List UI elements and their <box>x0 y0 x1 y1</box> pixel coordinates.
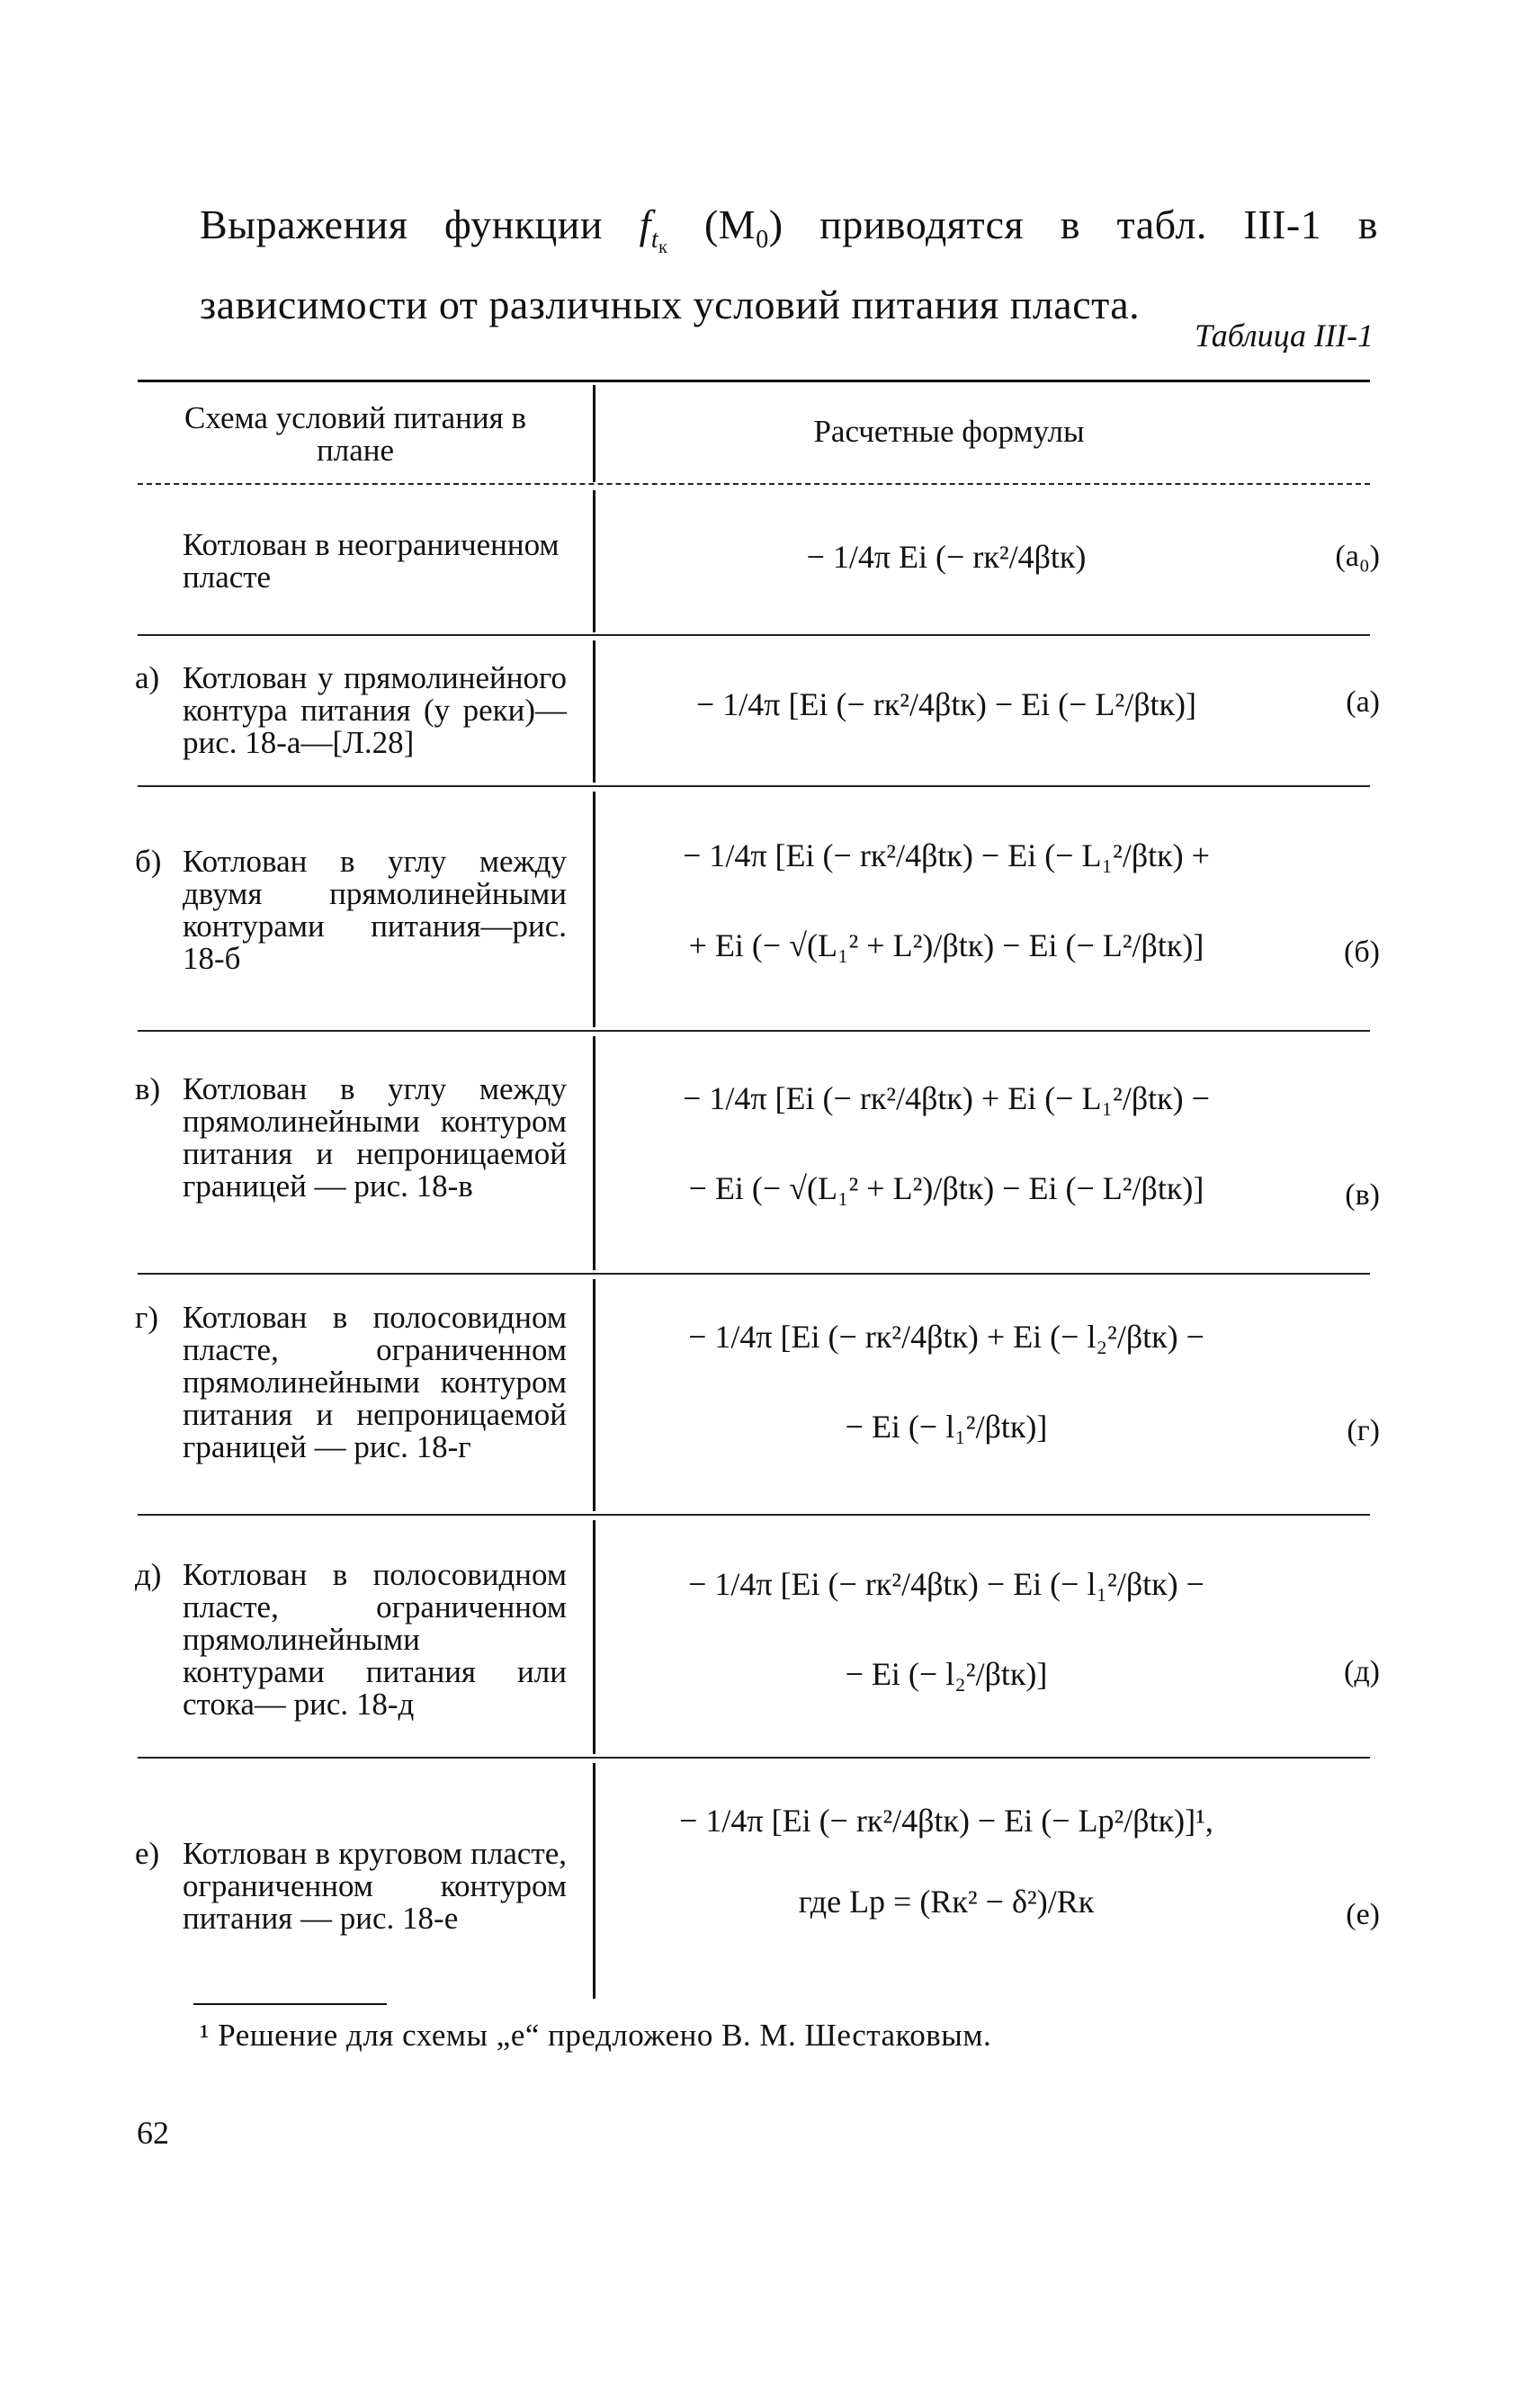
header-formulas: Расчетные формулы <box>813 414 1085 449</box>
formula-tag: (е) <box>1346 1898 1380 1931</box>
row-divider-6 <box>138 1757 1370 1759</box>
intro-text-before: Выражения функции <box>200 201 640 247</box>
footnote: ¹ Решение для схемы „е“ предложено В. М. Шестаковым. <box>200 2018 992 2053</box>
row-scheme: е) Котлован в круговом пласте, ограниченном контуром питания — рис. 18-е <box>135 1836 567 1936</box>
row-divider-5 <box>138 1514 1370 1516</box>
row-formula: − 1/4π [Ei (− rк²/4βtк) + Ei (− l₂²/βtк) − − Ei (− l₁²/βtк)] <box>688 1319 1204 1445</box>
intro-paragraph <box>200 196 1378 333</box>
formula-tag: (г) <box>1347 1414 1380 1447</box>
intro-argument: (M <box>667 201 757 247</box>
formula-tag: (а) <box>1346 685 1380 719</box>
header-scheme: Схема условий питания в плане <box>184 400 526 468</box>
row-scheme: в) Котлован в углу между прямолинейными контуром питания и непроницаемой границей — рис. 18-в <box>135 1071 567 1204</box>
row-formula: − 1/4π [Ei (− rк²/4βtк) − Ei (− L₁²/βtк) + + Ei (− √(L₁² + L²)/βtк) − Ei (− L²/βtк)] <box>683 837 1210 963</box>
row-scheme: д) Котлован в полосовидном пласте, ограниченном прямолинейными контурами питания или стока— рис. 18-д <box>135 1557 567 1722</box>
row-divider-4 <box>138 1273 1370 1275</box>
table-top-rule <box>138 380 1370 382</box>
formula-tag: (в) <box>1345 1178 1380 1212</box>
intro-text-after: ) приводятся в табл. III-1 в зависимости от различных условий питания пласта. <box>200 201 1378 327</box>
row-formula: − 1/4π [Ei (− rк²/4βtк) − Ei (− L²/βtк)] <box>696 686 1196 722</box>
page-number: 62 <box>137 2115 169 2151</box>
formula-tag: (б) <box>1344 935 1380 969</box>
row-formula: − 1/4π [Ei (− rк²/4βtк) + Ei (− L₁²/βtк) − − Ei (− √(L₁² + L²)/βtк) − Ei (− L²/βtк)] <box>683 1080 1210 1206</box>
row-formula: − 1/4π [Ei (− rк²/4βtк) − Ei (− l₁²/βtк) − − Ei (− l₂²/βtк)] <box>688 1566 1204 1692</box>
footnote-rule <box>193 2003 387 2005</box>
intro-argument-subscript: 0 <box>756 226 769 254</box>
intro-function-symbol: f <box>639 201 651 247</box>
formula-tag: (д) <box>1344 1655 1380 1688</box>
row-scheme: б) Котлован в углу между двумя прямолинейными контурами питания—рис. 18-б <box>135 844 567 976</box>
table-caption: Таблица III-1 <box>1194 318 1374 354</box>
intro-function-subscript: tк <box>650 226 668 257</box>
header-rule <box>138 483 1370 485</box>
row-divider-1 <box>138 634 1370 636</box>
formula-tag: (а₀) <box>1335 540 1380 573</box>
row-scheme: г) Котлован в полосовидном пласте, ограниченном прямолинейными контуром питания и непроницаемой границей — рис. 18-г <box>135 1300 567 1464</box>
row-formula: − 1/4π [Ei (− rк²/4βtк) − Ei (− Lр²/βtк)]¹, где Lр = (Rк² − δ²)/Rк <box>679 1803 1213 1920</box>
row-scheme: а) Котлован у прямолинейного контура питания (у реки)—рис. 18-а—[Л.28] <box>135 660 567 760</box>
row-scheme: Котлован в неограниченном пласте <box>183 527 560 595</box>
row-formula: − 1/4π Ei (− rк²/4βtк) <box>806 539 1087 575</box>
column-separator <box>593 385 595 482</box>
row-divider-2 <box>138 785 1370 787</box>
row-divider-3 <box>138 1030 1370 1032</box>
